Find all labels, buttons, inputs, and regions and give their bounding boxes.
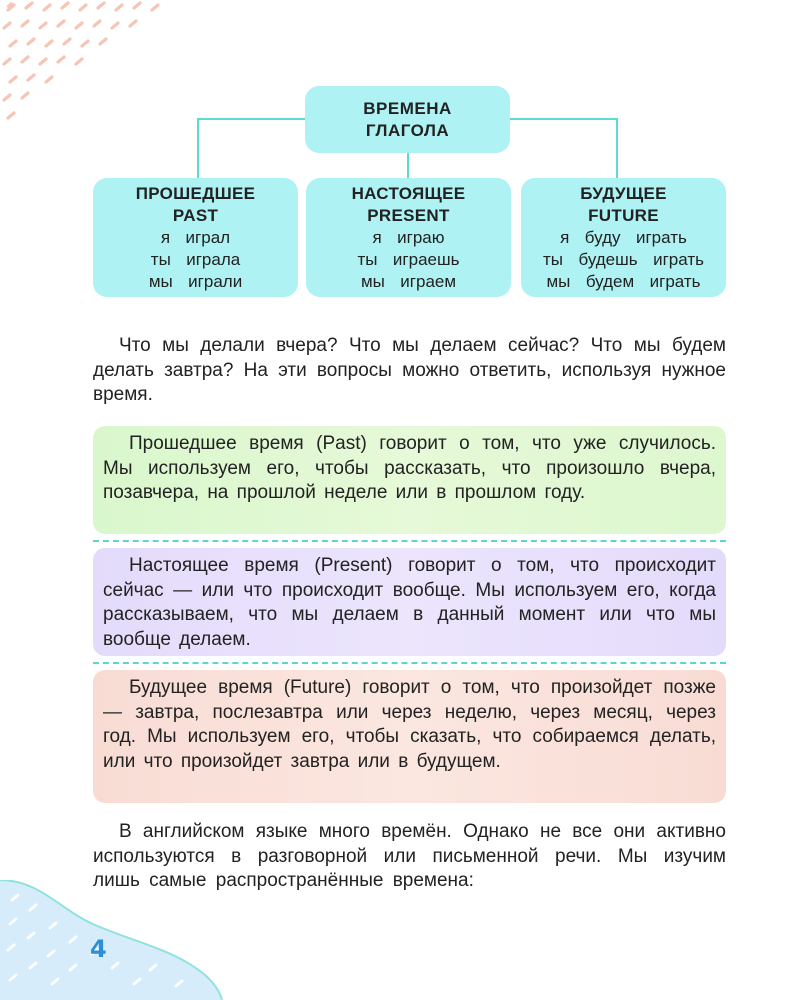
root-title-line1: ВРЕМЕНА: [363, 98, 452, 118]
future-example-3: мы будем играть: [546, 272, 701, 291]
present-tense-box: [306, 178, 511, 297]
past-example-3: мы играли: [148, 272, 243, 291]
present-title-ru: НАСТОЯЩЕЕ: [351, 184, 466, 203]
past-tense-box: [93, 178, 298, 297]
card-divider: [93, 540, 726, 542]
future-explanation-card: [93, 670, 726, 803]
present-title-en: PRESENT: [367, 206, 450, 225]
past-title-en: PAST: [172, 206, 219, 225]
past-example-2: ты играла: [150, 250, 241, 269]
verb-tenses-root-box: [305, 86, 510, 153]
future-example-2: ты будешь играть: [543, 250, 704, 269]
card-divider: [93, 662, 726, 664]
past-example-1: я играл: [160, 228, 231, 247]
bottom-left-blue-pattern: [0, 880, 230, 1000]
present-explanation-card: [93, 548, 726, 656]
future-example-1: я буду играть: [560, 228, 687, 247]
present-example-3: мы играем: [360, 272, 457, 291]
future-title-ru: БУДУЩЕЕ: [580, 184, 667, 203]
past-explanation-card: [93, 426, 726, 534]
page-number: 4: [90, 935, 107, 963]
closing-paragraph: В английском языке много времён. Однако не все они активно используются в разговорной или письменной речи. Мы изучим лишь самые распространённые времена:: [93, 821, 726, 891]
present-example-1: я играю: [372, 228, 445, 247]
future-explanation-text: Будущее время (Future) говорит о том, что произойдет позже — завтра, послезавтра или через неделю, через месяц, через год. Мы используем его, чтобы сказать, что собираемся делать, или что произойдет завтра или в будущем.: [103, 677, 716, 772]
past-explanation-text: Прошедшее время (Past) говорит о том, что уже случилось. Мы используем его, чтобы рассказать, что произошло вчера, позавчера, на прошлой неделе или в прошлом году.: [103, 433, 716, 503]
present-example-2: ты играешь: [357, 250, 460, 269]
future-title-en: FUTURE: [588, 206, 659, 225]
future-tense-box: [521, 178, 726, 297]
present-explanation-text: Настоящее время (Present) говорит о том, что происходит сейчас — или что происходит вообще. Мы используем его, когда рассказываем, что мы делаем в данный момент или что мы вообще делаем.: [103, 555, 716, 650]
intro-paragraph: Что мы делали вчера? Что мы делаем сейчас? Что мы будем делать завтра? На эти вопросы можно ответить, используя нужное время.: [93, 335, 726, 405]
root-title-line2: ГЛАГОЛА: [365, 120, 450, 140]
past-title-ru: ПРОШЕДШЕЕ: [135, 184, 256, 203]
